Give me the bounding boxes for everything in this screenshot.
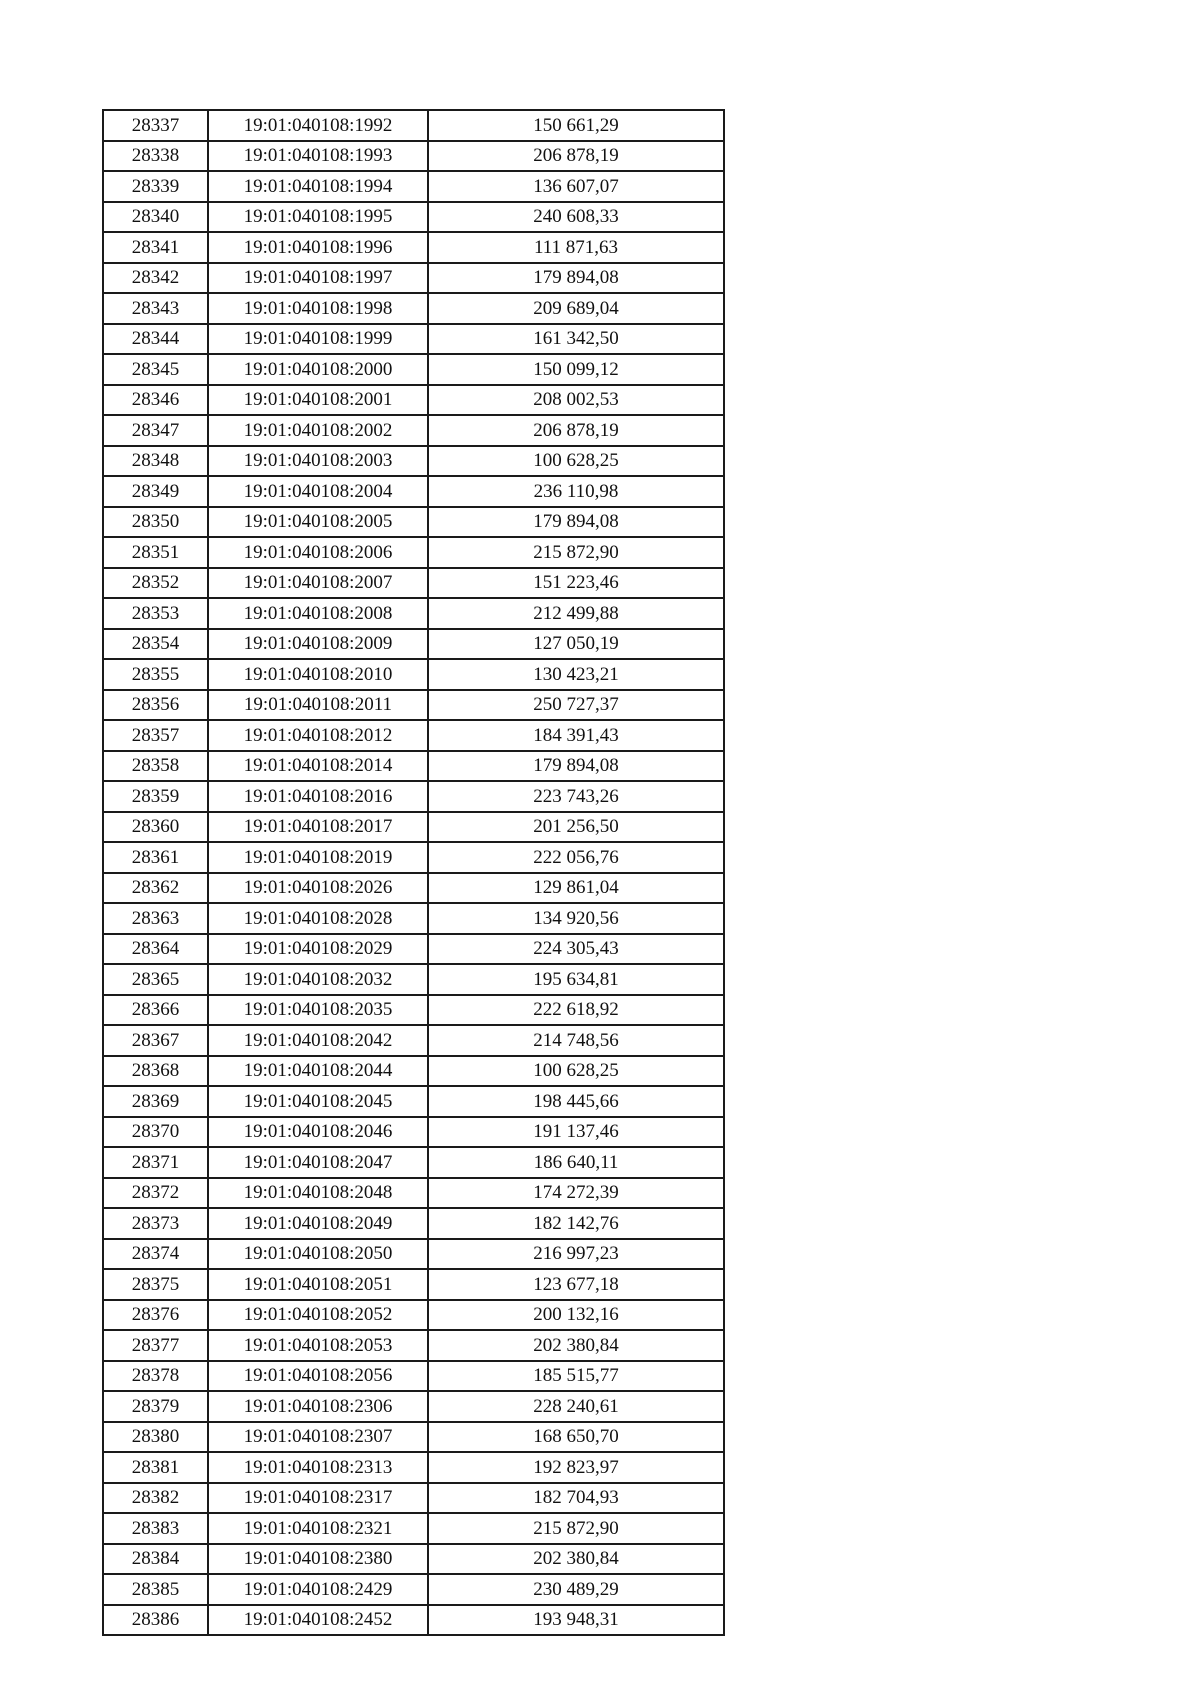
value-cell: 179 894,08 xyxy=(428,507,724,538)
cadastral-number-cell: 19:01:040108:2048 xyxy=(208,1178,428,1209)
cadastral-number-cell: 19:01:040108:2032 xyxy=(208,964,428,995)
value-cell: 223 743,26 xyxy=(428,781,724,812)
table-row xyxy=(103,385,724,416)
table-row xyxy=(103,751,724,782)
table-row xyxy=(103,659,724,690)
row-number-cell: 28360 xyxy=(103,812,208,843)
row-number-cell: 28364 xyxy=(103,934,208,965)
value-cell: 240 608,33 xyxy=(428,202,724,233)
value-cell: 214 748,56 xyxy=(428,1025,724,1056)
table-row xyxy=(103,1208,724,1239)
table-row xyxy=(103,354,724,385)
table-row xyxy=(103,446,724,477)
cadastral-number-cell: 19:01:040108:1995 xyxy=(208,202,428,233)
cadastral-number-cell: 19:01:040108:2044 xyxy=(208,1056,428,1087)
cadastral-number-cell: 19:01:040108:2009 xyxy=(208,629,428,660)
cadastral-number-cell: 19:01:040108:2306 xyxy=(208,1391,428,1422)
row-number-cell: 28352 xyxy=(103,568,208,599)
value-cell: 179 894,08 xyxy=(428,751,724,782)
row-number-cell: 28380 xyxy=(103,1422,208,1453)
table-row xyxy=(103,812,724,843)
table-row xyxy=(103,507,724,538)
row-number-cell: 28372 xyxy=(103,1178,208,1209)
cadastral-number-cell: 19:01:040108:2452 xyxy=(208,1605,428,1636)
row-number-cell: 28348 xyxy=(103,446,208,477)
row-number-cell: 28344 xyxy=(103,324,208,355)
table-row xyxy=(103,1483,724,1514)
value-cell: 250 727,37 xyxy=(428,690,724,721)
row-number-cell: 28356 xyxy=(103,690,208,721)
cadastral-number-cell: 19:01:040108:2014 xyxy=(208,751,428,782)
cadastral-number-cell: 19:01:040108:2011 xyxy=(208,690,428,721)
value-cell: 174 272,39 xyxy=(428,1178,724,1209)
table-row xyxy=(103,1361,724,1392)
value-cell: 100 628,25 xyxy=(428,446,724,477)
data-table xyxy=(102,109,725,1636)
table-row xyxy=(103,1422,724,1453)
cadastral-number-cell: 19:01:040108:2321 xyxy=(208,1513,428,1544)
cadastral-number-cell: 19:01:040108:2313 xyxy=(208,1452,428,1483)
cadastral-number-cell: 19:01:040108:2008 xyxy=(208,598,428,629)
cadastral-number-cell: 19:01:040108:2047 xyxy=(208,1147,428,1178)
row-number-cell: 28383 xyxy=(103,1513,208,1544)
value-cell: 150 099,12 xyxy=(428,354,724,385)
cadastral-number-cell: 19:01:040108:2026 xyxy=(208,873,428,904)
cadastral-number-cell: 19:01:040108:2007 xyxy=(208,568,428,599)
table-row xyxy=(103,476,724,507)
row-number-cell: 28351 xyxy=(103,537,208,568)
row-number-cell: 28345 xyxy=(103,354,208,385)
value-cell: 150 661,29 xyxy=(428,110,724,141)
row-number-cell: 28339 xyxy=(103,171,208,202)
cadastral-number-cell: 19:01:040108:2429 xyxy=(208,1574,428,1605)
value-cell: 212 499,88 xyxy=(428,598,724,629)
value-cell: 206 878,19 xyxy=(428,415,724,446)
cadastral-number-cell: 19:01:040108:2053 xyxy=(208,1330,428,1361)
table-row xyxy=(103,964,724,995)
cadastral-number-cell: 19:01:040108:2000 xyxy=(208,354,428,385)
table-row xyxy=(103,110,724,141)
cadastral-number-cell: 19:01:040108:1992 xyxy=(208,110,428,141)
row-number-cell: 28357 xyxy=(103,720,208,751)
row-number-cell: 28385 xyxy=(103,1574,208,1605)
table-row xyxy=(103,293,724,324)
table-row xyxy=(103,1147,724,1178)
table-row xyxy=(103,1117,724,1148)
table-row xyxy=(103,415,724,446)
row-number-cell: 28337 xyxy=(103,110,208,141)
row-number-cell: 28371 xyxy=(103,1147,208,1178)
row-number-cell: 28381 xyxy=(103,1452,208,1483)
table-row xyxy=(103,1544,724,1575)
row-number-cell: 28378 xyxy=(103,1361,208,1392)
cadastral-number-cell: 19:01:040108:2046 xyxy=(208,1117,428,1148)
table-row xyxy=(103,934,724,965)
cadastral-number-cell: 19:01:040108:2056 xyxy=(208,1361,428,1392)
row-number-cell: 28349 xyxy=(103,476,208,507)
cadastral-number-cell: 19:01:040108:2028 xyxy=(208,903,428,934)
row-number-cell: 28368 xyxy=(103,1056,208,1087)
row-number-cell: 28386 xyxy=(103,1605,208,1636)
table-row xyxy=(103,1269,724,1300)
row-number-cell: 28362 xyxy=(103,873,208,904)
value-cell: 191 137,46 xyxy=(428,1117,724,1148)
table-row xyxy=(103,873,724,904)
value-cell: 130 423,21 xyxy=(428,659,724,690)
row-number-cell: 28340 xyxy=(103,202,208,233)
cadastral-number-cell: 19:01:040108:2005 xyxy=(208,507,428,538)
value-cell: 230 489,29 xyxy=(428,1574,724,1605)
cadastral-number-cell: 19:01:040108:2052 xyxy=(208,1300,428,1331)
cadastral-number-cell: 19:01:040108:2001 xyxy=(208,385,428,416)
cadastral-number-cell: 19:01:040108:2029 xyxy=(208,934,428,965)
value-cell: 202 380,84 xyxy=(428,1544,724,1575)
table-row xyxy=(103,1300,724,1331)
value-cell: 216 997,23 xyxy=(428,1239,724,1270)
table-row xyxy=(103,598,724,629)
value-cell: 123 677,18 xyxy=(428,1269,724,1300)
row-number-cell: 28363 xyxy=(103,903,208,934)
cadastral-number-cell: 19:01:040108:2016 xyxy=(208,781,428,812)
cadastral-number-cell: 19:01:040108:2317 xyxy=(208,1483,428,1514)
table-row xyxy=(103,720,724,751)
row-number-cell: 28342 xyxy=(103,263,208,294)
value-cell: 201 256,50 xyxy=(428,812,724,843)
row-number-cell: 28346 xyxy=(103,385,208,416)
cadastral-number-cell: 19:01:040108:2045 xyxy=(208,1086,428,1117)
row-number-cell: 28354 xyxy=(103,629,208,660)
value-cell: 195 634,81 xyxy=(428,964,724,995)
table-row xyxy=(103,202,724,233)
cadastral-number-cell: 19:01:040108:2050 xyxy=(208,1239,428,1270)
row-number-cell: 28370 xyxy=(103,1117,208,1148)
table-row xyxy=(103,1391,724,1422)
cadastral-number-cell: 19:01:040108:1996 xyxy=(208,232,428,263)
value-cell: 198 445,66 xyxy=(428,1086,724,1117)
row-number-cell: 28350 xyxy=(103,507,208,538)
cadastral-number-cell: 19:01:040108:2035 xyxy=(208,995,428,1026)
row-number-cell: 28377 xyxy=(103,1330,208,1361)
value-cell: 215 872,90 xyxy=(428,1513,724,1544)
row-number-cell: 28341 xyxy=(103,232,208,263)
table-row xyxy=(103,324,724,355)
cadastral-number-cell: 19:01:040108:2042 xyxy=(208,1025,428,1056)
row-number-cell: 28384 xyxy=(103,1544,208,1575)
row-number-cell: 28375 xyxy=(103,1269,208,1300)
value-cell: 182 142,76 xyxy=(428,1208,724,1239)
value-cell: 236 110,98 xyxy=(428,476,724,507)
table-body xyxy=(103,110,724,1635)
cadastral-number-cell: 19:01:040108:2004 xyxy=(208,476,428,507)
value-cell: 224 305,43 xyxy=(428,934,724,965)
value-cell: 100 628,25 xyxy=(428,1056,724,1087)
table-row xyxy=(103,263,724,294)
table-row xyxy=(103,1239,724,1270)
value-cell: 222 618,92 xyxy=(428,995,724,1026)
value-cell: 192 823,97 xyxy=(428,1452,724,1483)
table-row xyxy=(103,171,724,202)
cadastral-number-cell: 19:01:040108:2006 xyxy=(208,537,428,568)
row-number-cell: 28374 xyxy=(103,1239,208,1270)
table-row xyxy=(103,1086,724,1117)
row-number-cell: 28355 xyxy=(103,659,208,690)
value-cell: 127 050,19 xyxy=(428,629,724,660)
value-cell: 111 871,63 xyxy=(428,232,724,263)
value-cell: 184 391,43 xyxy=(428,720,724,751)
cadastral-number-cell: 19:01:040108:1997 xyxy=(208,263,428,294)
value-cell: 215 872,90 xyxy=(428,537,724,568)
value-cell: 208 002,53 xyxy=(428,385,724,416)
row-number-cell: 28353 xyxy=(103,598,208,629)
table-row xyxy=(103,141,724,172)
cadastral-number-cell: 19:01:040108:2307 xyxy=(208,1422,428,1453)
table-row xyxy=(103,568,724,599)
row-number-cell: 28367 xyxy=(103,1025,208,1056)
row-number-cell: 28338 xyxy=(103,141,208,172)
value-cell: 151 223,46 xyxy=(428,568,724,599)
value-cell: 193 948,31 xyxy=(428,1605,724,1636)
value-cell: 179 894,08 xyxy=(428,263,724,294)
table-row xyxy=(103,1330,724,1361)
cadastral-number-cell: 19:01:040108:1993 xyxy=(208,141,428,172)
table-row xyxy=(103,1513,724,1544)
value-cell: 185 515,77 xyxy=(428,1361,724,1392)
row-number-cell: 28369 xyxy=(103,1086,208,1117)
table-row xyxy=(103,1056,724,1087)
cadastral-number-cell: 19:01:040108:1994 xyxy=(208,171,428,202)
value-cell: 206 878,19 xyxy=(428,141,724,172)
row-number-cell: 28366 xyxy=(103,995,208,1026)
table-row xyxy=(103,995,724,1026)
table-row xyxy=(103,232,724,263)
row-number-cell: 28361 xyxy=(103,842,208,873)
cadastral-number-cell: 19:01:040108:2012 xyxy=(208,720,428,751)
row-number-cell: 28379 xyxy=(103,1391,208,1422)
table-row xyxy=(103,1605,724,1636)
row-number-cell: 28376 xyxy=(103,1300,208,1331)
table-row xyxy=(103,903,724,934)
row-number-cell: 28343 xyxy=(103,293,208,324)
value-cell: 182 704,93 xyxy=(428,1483,724,1514)
row-number-cell: 28373 xyxy=(103,1208,208,1239)
table-row xyxy=(103,1452,724,1483)
value-cell: 228 240,61 xyxy=(428,1391,724,1422)
value-cell: 209 689,04 xyxy=(428,293,724,324)
table-row xyxy=(103,781,724,812)
value-cell: 161 342,50 xyxy=(428,324,724,355)
row-number-cell: 28359 xyxy=(103,781,208,812)
value-cell: 202 380,84 xyxy=(428,1330,724,1361)
row-number-cell: 28358 xyxy=(103,751,208,782)
table-row xyxy=(103,1574,724,1605)
value-cell: 222 056,76 xyxy=(428,842,724,873)
cadastral-number-cell: 19:01:040108:2010 xyxy=(208,659,428,690)
value-cell: 134 920,56 xyxy=(428,903,724,934)
cadastral-number-cell: 19:01:040108:2017 xyxy=(208,812,428,843)
value-cell: 129 861,04 xyxy=(428,873,724,904)
table-row xyxy=(103,1025,724,1056)
cadastral-number-cell: 19:01:040108:2003 xyxy=(208,446,428,477)
row-number-cell: 28365 xyxy=(103,964,208,995)
table-row xyxy=(103,629,724,660)
value-cell: 136 607,07 xyxy=(428,171,724,202)
table-row xyxy=(103,1178,724,1209)
value-cell: 200 132,16 xyxy=(428,1300,724,1331)
cadastral-number-cell: 19:01:040108:1998 xyxy=(208,293,428,324)
cadastral-number-cell: 19:01:040108:2051 xyxy=(208,1269,428,1300)
cadastral-number-cell: 19:01:040108:2019 xyxy=(208,842,428,873)
table-row xyxy=(103,537,724,568)
row-number-cell: 28347 xyxy=(103,415,208,446)
table-row xyxy=(103,842,724,873)
value-cell: 186 640,11 xyxy=(428,1147,724,1178)
value-cell: 168 650,70 xyxy=(428,1422,724,1453)
cadastral-number-cell: 19:01:040108:2002 xyxy=(208,415,428,446)
row-number-cell: 28382 xyxy=(103,1483,208,1514)
cadastral-number-cell: 19:01:040108:1999 xyxy=(208,324,428,355)
table-row xyxy=(103,690,724,721)
cadastral-number-cell: 19:01:040108:2380 xyxy=(208,1544,428,1575)
cadastral-number-cell: 19:01:040108:2049 xyxy=(208,1208,428,1239)
